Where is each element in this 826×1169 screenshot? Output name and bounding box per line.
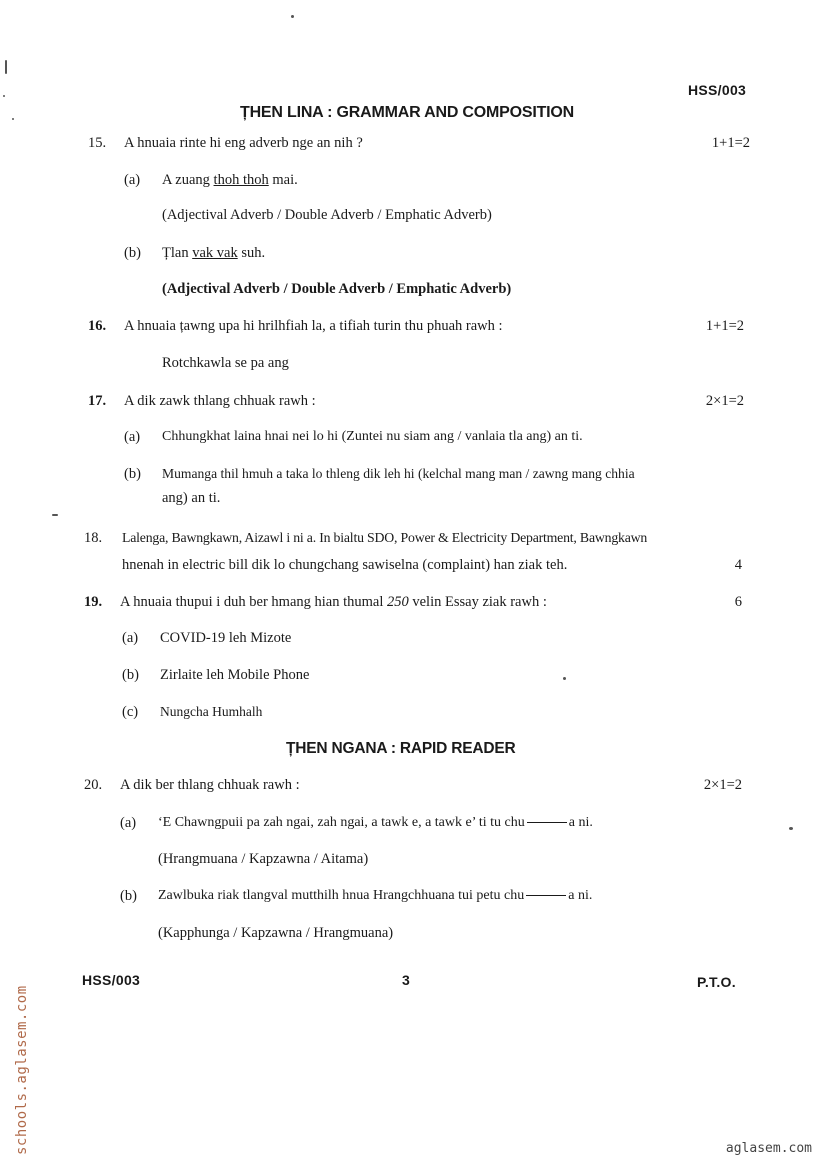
question-text-continued: hnenah in electric bill dik lo chungchang sawiselna (complaint) han ziak teh.: [122, 557, 568, 573]
question-number: 19.: [84, 594, 103, 610]
page-number: 3: [402, 972, 411, 988]
option-sentence: [162, 172, 298, 189]
option-label: (b): [124, 245, 141, 261]
scan-speck: [3, 95, 5, 97]
question-number: 16.: [88, 318, 107, 334]
option-label: (c): [122, 704, 139, 720]
option-label: (a): [120, 815, 137, 831]
sentence-part: A zuang: [162, 172, 214, 188]
scan-speck: [563, 677, 566, 680]
option-label: (b): [122, 667, 139, 683]
question-number: 15.: [88, 135, 107, 151]
sentence-part: a ni.: [568, 815, 593, 830]
scan-speck: [789, 827, 793, 830]
question-text: [120, 594, 547, 611]
option-label: (b): [120, 888, 137, 904]
word-count: 250: [387, 594, 409, 610]
option-label: (a): [124, 172, 141, 188]
sentence-part: Țlan: [162, 245, 193, 261]
question-marks: 1+1=2: [711, 135, 750, 151]
sentence-part: suh.: [237, 245, 266, 261]
section-title-grammar: ȚHEN LINA : GRAMMAR AND COMPOSITION: [240, 104, 575, 121]
fill-in-sentence: [158, 888, 592, 904]
sentence-part: ‘E Chawngpuii pa zah ngai, zah ngai, a tawk e, a tawk e’ ti tu chu: [158, 815, 525, 830]
option-label: (b): [124, 466, 141, 482]
question-marks: 1+1=2: [705, 318, 744, 334]
sentence-part: mai.: [268, 172, 298, 188]
scan-speck: [52, 514, 58, 516]
answer-blank: [526, 895, 566, 896]
question-text-part: velin Essay ziak rawh :: [408, 594, 547, 610]
option-label: (a): [124, 429, 141, 445]
underlined-adverb: thoh thoh: [213, 172, 269, 188]
idiom-phrase: Rotchkawla se pa ang: [162, 355, 289, 371]
option-label: (a): [122, 630, 139, 646]
scan-speck: [12, 118, 14, 120]
question-text: A dik zawk thlang chhuak rawh :: [124, 393, 316, 409]
option-choices: (Kapphunga / Kapzawna / Hrangmuana): [158, 925, 394, 941]
option-text-continued: ang) an ti.: [162, 490, 221, 506]
question-text: Lalenga, Bawngkawn, Aizawl i ni a. In bialtu SDO, Power & Electricity Department, Bawngkawn: [122, 530, 648, 545]
question-text: A hnuaia rinte hi eng adverb nge an nih ?: [124, 135, 363, 151]
question-marks: 2×1=2: [705, 393, 744, 409]
scan-speck: [5, 60, 7, 74]
question-marks: 2×1=2: [703, 777, 742, 793]
option-sentence: [162, 245, 265, 262]
option-choices: (Hrangmuana / Kapzawna / Aitama): [158, 851, 369, 867]
section-title-rapid-reader: ȚHEN NGANA : RAPID READER: [286, 740, 516, 757]
option-text: Chhungkhat laina hnai nei lo hi (Zuntei nu siam ang / vanlaia tla ang) an ti.: [162, 429, 583, 444]
watermark-right: aglasem.com: [725, 1141, 812, 1156]
footer-paper-code: HSS/003: [82, 972, 141, 988]
watermark-left: schools.aglasem.com: [14, 985, 30, 1155]
answer-blank: [527, 822, 567, 823]
header-paper-code: HSS/003: [688, 82, 747, 98]
scan-speck: [291, 15, 294, 18]
fill-in-sentence: [158, 815, 593, 831]
essay-topic: Nungcha Humhalh: [160, 704, 263, 719]
option-choices: (Adjectival Adverb / Double Adverb / Emphatic Adverb): [162, 207, 492, 223]
essay-topic: Zirlaite leh Mobile Phone: [160, 667, 310, 683]
option-choices: (Adjectival Adverb / Double Adverb / Emphatic Adverb): [162, 281, 512, 297]
underlined-adverb: vak vak: [192, 245, 238, 261]
option-text: Mumanga thil hmuh a taka lo thleng dik leh hi (kelchal mang man / zawng mang chhia: [162, 466, 635, 481]
question-number: 17.: [88, 393, 107, 409]
question-marks: 6: [734, 594, 742, 610]
question-marks: 4: [734, 557, 742, 573]
question-text: A dik ber thlang chhuak rawh :: [120, 777, 300, 793]
question-number: 20.: [84, 777, 103, 793]
sentence-part: Zawlbuka riak tlangval mutthilh hnua Hrangchhuana tui petu chu: [158, 888, 525, 903]
question-text: A hnuaia țawng upa hi hrilhfiah la, a tifiah turin thu phuah rawh :: [124, 318, 503, 334]
please-turn-over: P.T.O.: [697, 974, 736, 990]
question-number: 18.: [84, 530, 103, 546]
question-text-part: A hnuaia thupui i duh ber hmang hian thumal: [120, 594, 387, 610]
essay-topic: COVID-19 leh Mizote: [160, 630, 292, 646]
sentence-part: a ni.: [568, 888, 593, 903]
